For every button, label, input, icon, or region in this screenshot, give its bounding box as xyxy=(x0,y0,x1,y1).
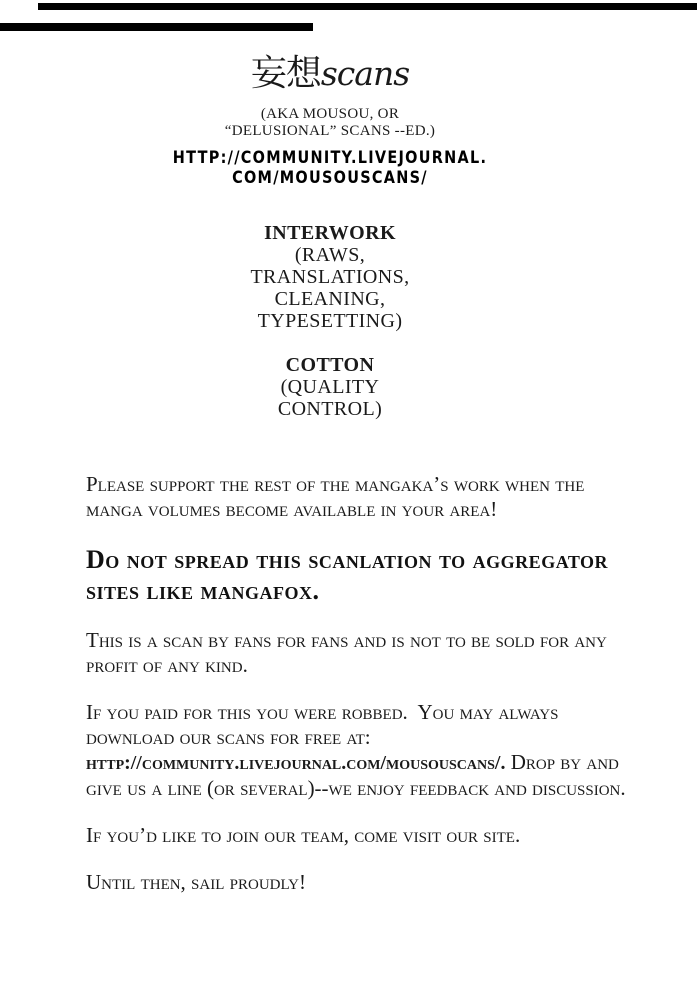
fans-notice: This is a scan by fans for fans and is not to be sold for any profit of any kind. xyxy=(86,628,607,677)
credit-role-line: CONTROL) xyxy=(277,398,383,420)
scan-artifact-top-bar xyxy=(38,3,697,10)
community-url-line-2: COM/MOUSOUSCANS/ xyxy=(232,168,428,188)
join-invite: If you’d like to join our team, come visit our site. xyxy=(86,823,521,847)
credits-section xyxy=(0,222,660,420)
credit-name: INTERWORK xyxy=(264,222,396,244)
logo-script-text: scans xyxy=(320,54,410,93)
credit-role-line: (QUALITY xyxy=(280,376,380,398)
credit-role-line: TYPESETTING) xyxy=(257,310,403,332)
credit-role-line: TRANSLATIONS, xyxy=(250,266,410,288)
sail-signoff: Until then, sail proudly! xyxy=(86,870,306,894)
scan-artifact-left-bar xyxy=(0,23,313,31)
community-url xyxy=(50,148,611,188)
robbed-paragraph xyxy=(86,700,642,801)
robbed-text-pre: If you paid for this you were robbed. You may always download our scans for free at: xyxy=(86,700,559,749)
robbed-text-post: Drop by and give us a line (or several)--we enjoy feedback and discussion. xyxy=(86,750,626,800)
no-spread-warning: Do not spread this scanlation to aggregator sites like mangafox. xyxy=(86,545,609,605)
aka-line-1: (AKA MOUSOU, OR xyxy=(260,106,400,122)
notice-section xyxy=(0,472,700,895)
credit-block-interwork xyxy=(0,222,660,332)
credit-name: COTTON xyxy=(285,354,375,376)
community-url-line-1: HTTP://COMMUNITY.LIVEJOURNAL. xyxy=(172,148,488,168)
support-paragraph: Please support the rest of the mangaka’s work when the manga volumes become available in your area! xyxy=(86,472,585,521)
group-logo xyxy=(0,53,660,106)
logo-kanji-text: 妄想 xyxy=(250,53,321,94)
inline-site-url: http://community.livejournal.com/mousouscans/. xyxy=(86,752,506,774)
credit-role-line: (RAWS, xyxy=(294,244,366,266)
aka-line-2: “DELUSIONAL” SCANS --ED.) xyxy=(224,123,436,139)
credit-role-line: CLEANING, xyxy=(274,288,386,310)
credit-block-cotton xyxy=(0,354,660,420)
